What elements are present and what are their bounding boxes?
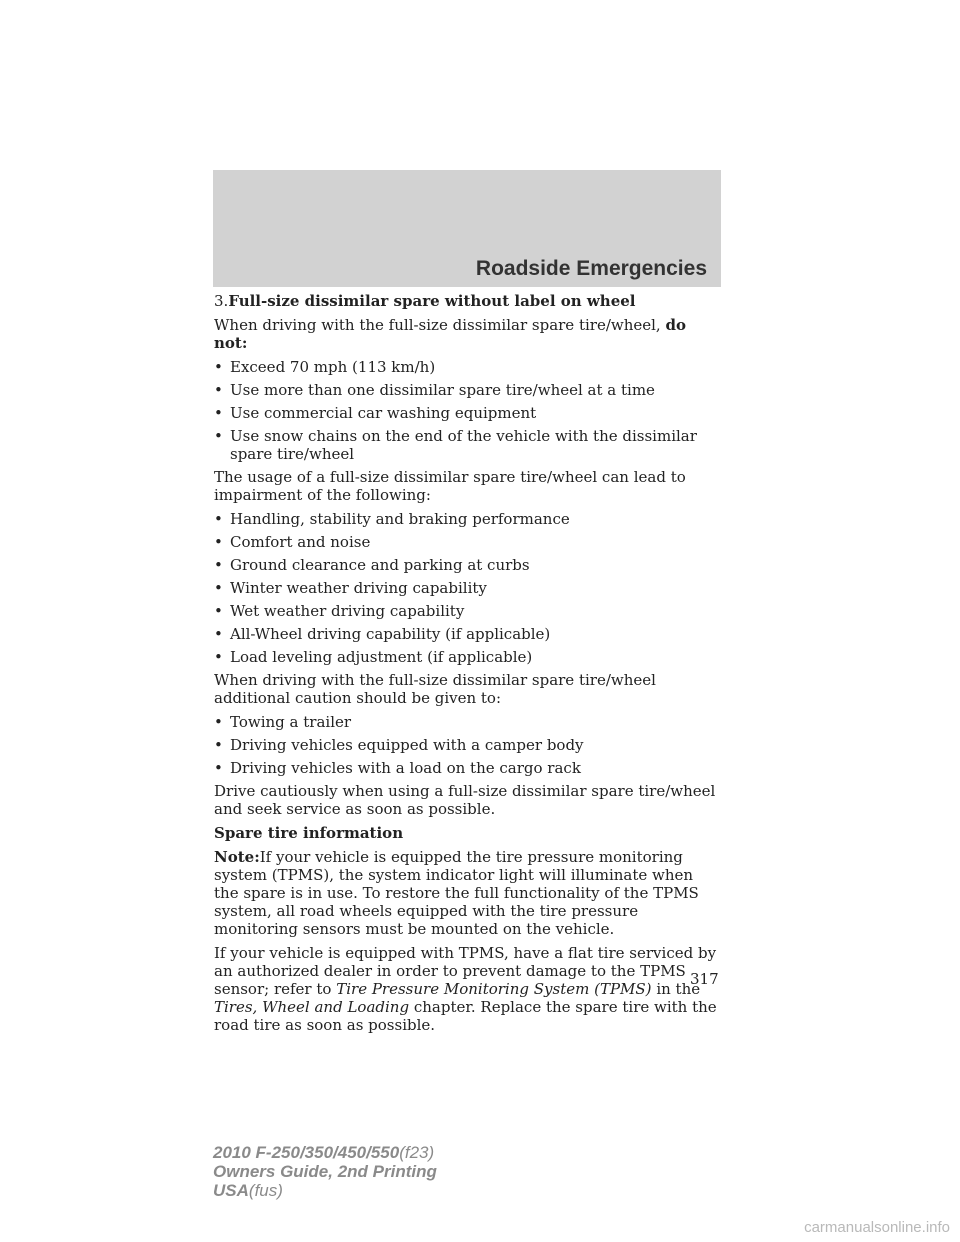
footer-line-3: USA(fus) bbox=[213, 1181, 283, 1200]
bullet-icon: • bbox=[214, 579, 223, 597]
item-title: Full-size dissimilar spare without label on wheel bbox=[228, 292, 636, 310]
item-number: 3. bbox=[214, 292, 229, 310]
bullet-icon: • bbox=[214, 556, 223, 574]
do-not-label: do not: bbox=[214, 316, 686, 352]
bullet-icon: • bbox=[214, 427, 223, 445]
list-item: • Load leveling adjustment (if applicable) bbox=[214, 648, 533, 666]
bullet-icon: • bbox=[214, 510, 223, 528]
paragraph-caution: When driving with the full-size dissimilar spare tire/wheel additional caution should be given to: bbox=[214, 671, 656, 707]
paragraph-drive-cautiously: Drive cautiously when using a full-size dissimilar spare tire/wheel and seek service as soon as possible. bbox=[214, 782, 716, 818]
list-item: • Handling, stability and braking performance bbox=[214, 510, 570, 528]
list-item: • Use snow chains on the end of the vehicle with the dissimilar spare tire/wheel bbox=[214, 427, 697, 463]
paragraph-do-not: When driving with the full-size dissimilar spare tire/wheel, do not: bbox=[214, 316, 686, 352]
paragraph-impairment: The usage of a full-size dissimilar spare tire/wheel can lead to impairment of the following: bbox=[214, 468, 686, 504]
section-title: Roadside Emergencies bbox=[475, 257, 707, 280]
footer-line-2: Owners Guide, 2nd Printing bbox=[213, 1162, 437, 1181]
paragraph-tpms: If your vehicle is equipped with TPMS, have a flat tire serviced by an authorized dealer in order to prevent damage to the TPMS sensor; refer to Tire Pressure Monitoring System (TPMS) in the Tires, Wheel and Loading chapter. Replace the spare tire with the road tire as soon as possible. bbox=[214, 944, 717, 1034]
list-item: • Comfort and noise bbox=[214, 533, 371, 551]
note-paragraph bbox=[214, 848, 722, 938]
footer-line-1: 2010 F-250/350/450/550(f23) bbox=[213, 1143, 435, 1162]
note-label: Note: bbox=[214, 848, 260, 866]
bullet-icon: • bbox=[214, 648, 223, 666]
impairment-list bbox=[214, 510, 722, 666]
do-not-list bbox=[214, 358, 722, 463]
spare-tire-heading: Spare tire information bbox=[214, 824, 404, 842]
bullet-icon: • bbox=[214, 759, 223, 777]
note-text: If your vehicle is equipped the tire pressure monitoring system (TPMS), the system indicator light will illuminate when the spare is in use. To restore the full functionality of the TPMS system, all road wheels equipped with the tire pressure monitoring sensors must be mounted on the vehicle. bbox=[214, 848, 699, 938]
list-item: • Wet weather driving capability bbox=[214, 602, 465, 620]
section-header bbox=[213, 170, 721, 287]
page-number: 317 bbox=[690, 970, 719, 988]
list-item: • All-Wheel driving capability (if applicable) bbox=[214, 625, 551, 643]
list-item: • Driving vehicles equipped with a camper body bbox=[214, 736, 584, 754]
bullet-icon: • bbox=[214, 358, 223, 376]
footer bbox=[213, 1143, 437, 1200]
page-content bbox=[214, 292, 722, 1040]
bullet-icon: • bbox=[214, 736, 223, 754]
tpms-reference: Tire Pressure Monitoring System (TPMS) bbox=[336, 980, 652, 998]
bullet-icon: • bbox=[214, 533, 223, 551]
list-item: • Towing a trailer bbox=[214, 713, 352, 731]
list-item: • Winter weather driving capability bbox=[214, 579, 487, 597]
list-item: • Driving vehicles with a load on the cargo rack bbox=[214, 759, 581, 777]
bullet-icon: • bbox=[214, 713, 223, 731]
bullet-icon: • bbox=[214, 625, 223, 643]
list-item: • Ground clearance and parking at curbs bbox=[214, 556, 530, 574]
chapter-reference: Tires, Wheel and Loading bbox=[214, 998, 410, 1016]
bullet-icon: • bbox=[214, 381, 223, 399]
list-item: • Use more than one dissimilar spare tire/wheel at a time bbox=[214, 381, 655, 399]
bullet-icon: • bbox=[214, 404, 223, 422]
bullet-icon: • bbox=[214, 602, 223, 620]
watermark: carmanualsonline.info bbox=[804, 1219, 950, 1236]
list-item: • Use commercial car washing equipment bbox=[214, 404, 537, 422]
list-item: • Exceed 70 mph (113 km/h) bbox=[214, 358, 436, 376]
caution-list bbox=[214, 713, 722, 777]
item-heading bbox=[214, 292, 722, 310]
